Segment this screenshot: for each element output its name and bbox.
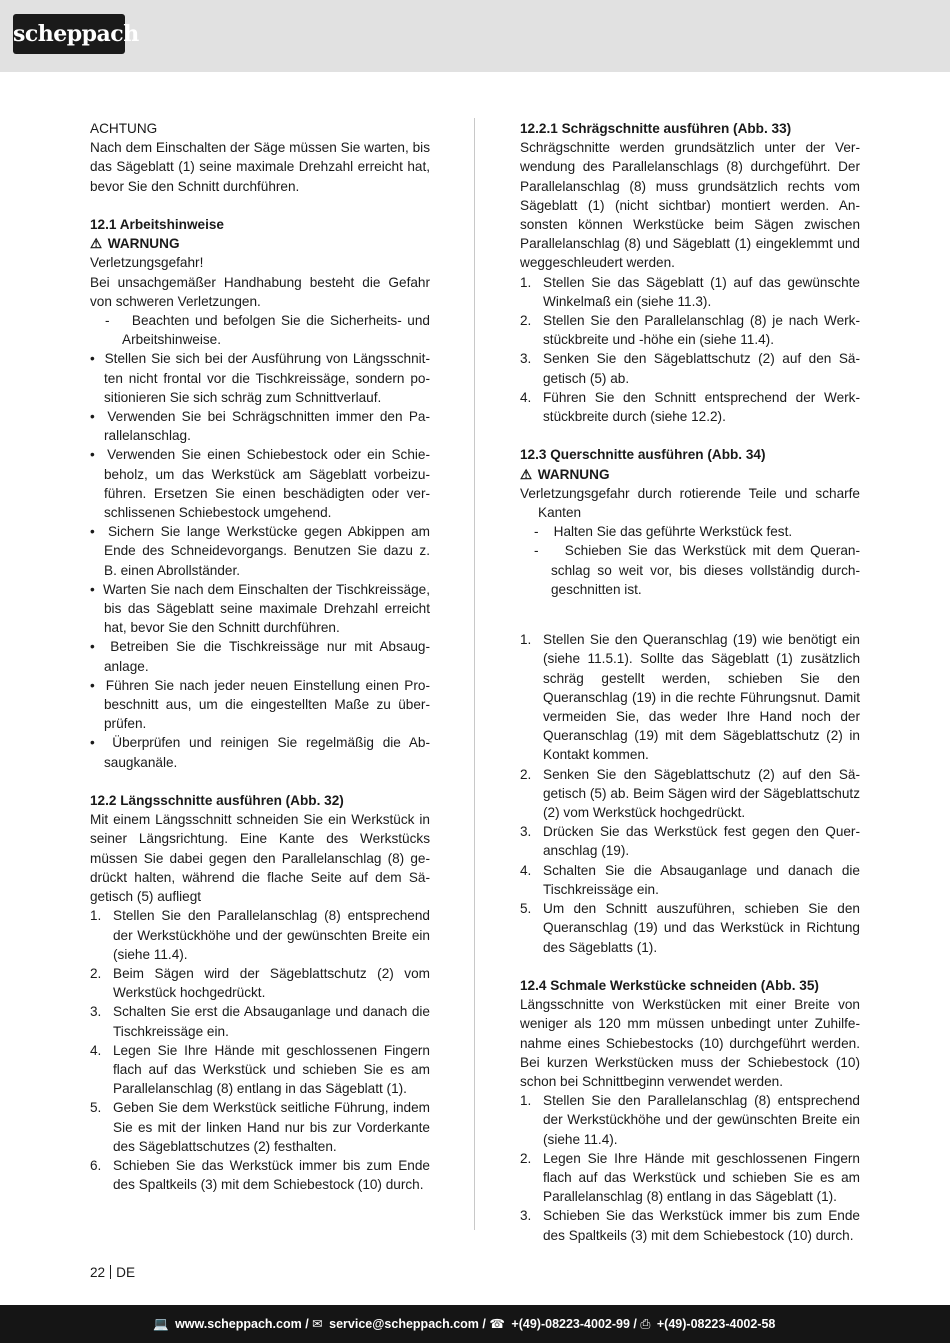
bullet-text: Warten Sie nach dem Einschalten der Tischkreissäge, bis das Sägeblatt seine maximale Drehzahl erreicht hat, bevor Sie den Schnitt durchführen. (102, 581, 430, 636)
bullet-text: Betreiben Sie die Tischkreissäge nur mit Absauganlage. (104, 639, 430, 674)
numbered-step (520, 899, 860, 957)
section-12-4-title: 12.4 Schmale Werkstücke schneiden (Abb. 35) (520, 977, 819, 993)
step-number: 2. (520, 313, 532, 329)
website-link[interactable]: www.scheppach.com (175, 1317, 302, 1331)
numbered-step (90, 1002, 430, 1040)
footer-separator: / (633, 1317, 637, 1331)
phone-icon: ☎ (489, 1317, 505, 1331)
numbered-step (520, 388, 860, 426)
bullet-item: • Stellen Sie sich bei der Ausführung von Längsschnitten nicht frontal vor die Tischkreissäge, sondern positionieren Sie sich schräg zum Schnittverlauf. (90, 351, 430, 405)
warning-label (520, 465, 860, 484)
step-text: Stellen Sie den Parallelanschlag (8) je nach Werkstückbreite und -höhe ein (siehe 11.4). (543, 313, 860, 348)
step-number: 4. (520, 389, 532, 405)
step-text: Schalten Sie die Absauganlage und danach die Tischkreissäge ein. (543, 862, 860, 897)
step-number: 5. (520, 901, 532, 917)
step-number: 3. (520, 824, 532, 840)
numbered-step (90, 906, 430, 964)
step-text: Senken Sie den Sägeblattschutz (2) auf den Sägetisch (5) ab. (543, 351, 860, 386)
footer-separator: / (305, 1317, 309, 1331)
warning-triangle-icon: ⚠ (90, 236, 103, 252)
step-number: 1. (90, 908, 102, 924)
paragraph-text: Verletzungsgefahr durch rotierende Teile und scharfe Kanten (520, 485, 860, 521)
right-column (520, 119, 860, 1245)
step-number: 2. (520, 1150, 532, 1166)
computer-icon: 💻 (153, 1317, 169, 1331)
fax-icon: ⎙ (640, 1317, 651, 1331)
step-number: 4. (520, 862, 532, 878)
step-text: Stellen Sie den Parallelanschlag (8) entsprechend der Werkstückhöhe und der gewünschten Breite ein (siehe 11.4). (113, 908, 430, 962)
numbered-step (90, 964, 430, 1002)
page-number-separator (110, 1265, 111, 1279)
scheppach-logo[interactable]: scheppach (13, 14, 125, 54)
footer-bar (0, 1305, 950, 1343)
step-number: 2. (90, 965, 102, 981)
numbered-step (520, 1091, 860, 1149)
step-text: Schieben Sie das Werkstück immer bis zum Ende des Spaltkeils (3) mit dem Schiebestock (10) durch. (543, 1208, 860, 1243)
warning-triangle-icon: ⚠ (520, 466, 533, 482)
section-12-2-1-title: 12.2.1 Schrägschnitte ausführen (Abb. 33) (520, 121, 792, 136)
step-number: 2. (520, 766, 532, 782)
email-link[interactable]: service@scheppach.com (329, 1317, 479, 1331)
numbered-step (520, 349, 860, 387)
bullet-text: Verwenden Sie bei Schrägschnitten immer den Parallelanschlag. (104, 409, 430, 444)
bullet-item: • Verwenden Sie bei Schrägschnitten immer den Parallelanschlag. (90, 409, 430, 444)
bullet-text: Stellen Sie sich bei der Ausführung von Längsschnitten nicht frontal vor die Tischkreissäge, sondern positionieren Sie sich schräg zum Schnittverlauf. (104, 351, 430, 405)
paragraph: Bei unsachgemäßer Handhabung besteht die Gefahr von schweren Verletzungen. (90, 274, 430, 309)
dash-item: - Schieben Sie das Werkstück mit dem Queranschlag so weit vor, bis dieses vollständig durchgeschnitten ist. (534, 543, 860, 597)
numbered-step (520, 861, 860, 899)
numbered-step (520, 1149, 860, 1207)
step-number: 3. (520, 1208, 532, 1224)
numbered-step (520, 765, 860, 823)
column-divider (474, 118, 475, 1230)
bullet-text: Verwenden Sie einen Schiebestock oder ein Schiebeholz, um das Werkstück am Sägeblatt vorbeizuführen. Ersetzen Sie einen beschädigten oder verschlissenen Schiebestock umgehend. (104, 447, 430, 521)
paragraph: Mit einem Längsschnitt schneiden Sie ein Werkstück in seiner Längsrichtung. Eine Kante des Werkstücks müssen Sie dabei gegen den Parallelanschlag (8) gedrückt halten, während die flache Seite auf dem Sägetisch (5) aufliegt (90, 812, 430, 905)
dash-item: - Beachten und befolgen Sie die Sicherheits- und Arbeitshinweise. (105, 313, 430, 348)
step-text: Stellen Sie das Sägeblatt (1) auf das gewünschte Winkelmaß ein (siehe 11.3). (543, 274, 860, 309)
step-number: 1. (520, 632, 532, 648)
warning-text: WARNUNG (107, 236, 180, 252)
page-number-value: 22 (90, 1265, 106, 1280)
numbered-step (520, 630, 860, 764)
step-text: Beim Sägen wird der Sägeblattschutz (2) vom Werkstück hochgedrückt. (113, 965, 430, 1001)
numbered-step (90, 1041, 430, 1099)
paragraph: Schrägschnitte werden grundsätzlich unter der Verwendung des Parallelanschlags (8) durchgeführt. Der Parallelanschlag (8) muss grundsätzlich rechts vom Sägeblatt (1) (nicht sichtbar) montiert werden. Ansonsten können Werkstücke beim Sägen zwischen Parallelanschlag (8) und Sägeblatt (1) eingeklemmt und weggeschleudert werden. (520, 140, 860, 271)
step-text: Stellen Sie den Parallelanschlag (8) entsprechend der Werkstückhöhe und der gewünschten Breite ein (siehe 11.4). (543, 1093, 860, 1147)
step-text: Schalten Sie erst die Absauganlage und danach die Tischkreissäge ein. (113, 1004, 430, 1039)
paragraph-hanging (520, 484, 860, 522)
warning-label (90, 234, 430, 253)
section-12-2-title: 12.2 Längsschnitte ausführen (Abb. 32) (90, 793, 344, 809)
numbered-step (90, 1156, 430, 1194)
step-number: 3. (520, 351, 532, 367)
dash-item-text: Schieben Sie das Werkstück mit dem Queranschlag so weit vor, bis dieses vollständig durchgeschnitten ist. (551, 543, 860, 597)
step-text: Führen Sie den Schnitt entsprechend der Werkstückbreite durch (siehe 12.2). (543, 389, 860, 425)
section-12-3-title: 12.3 Querschnitte ausführen (Abb. 34) (520, 447, 766, 463)
page-language: DE (116, 1265, 136, 1280)
step-text: Legen Sie Ihre Hände mit geschlossenen Fingern flach auf das Werkstück und schieben Sie es am Parallelanschlag (8) entlang in das Sägeblatt (1). (113, 1042, 430, 1097)
left-column (90, 119, 430, 1194)
footer-separator: / (482, 1317, 486, 1331)
dash-item-text: Beachten und befolgen Sie die Sicherheits- und Arbeitshinweise. (122, 313, 430, 348)
bullet-item: • Betreiben Sie die Tischkreissäge nur mit Absauganlage. (90, 639, 430, 674)
bullet-item: • Warten Sie nach dem Einschalten der Tischkreissäge, bis das Sägeblatt seine maximale Drehzahl erreicht hat, bevor Sie den Schnitt durchführen. (90, 581, 430, 636)
step-text: Geben Sie dem Werkstück seitliche Führung, indem Sie es mit der linken Hand nur bis zur Vorderkante des Sägeblattschutzes (2) festhalten. (113, 1100, 430, 1154)
step-number: 6. (90, 1157, 102, 1173)
step-number: 5. (90, 1100, 102, 1116)
step-text: Schieben Sie das Werkstück immer bis zum Ende des Spaltkeils (3) mit dem Schiebestock (10) durch. (113, 1157, 430, 1193)
numbered-step (520, 273, 860, 311)
dash-item: - Halten Sie das geführte Werkstück fest. (534, 524, 793, 540)
section-12-1-title: 12.1 Arbeitshinweise (90, 217, 224, 232)
warning-text: WARNUNG (537, 466, 610, 482)
numbered-step (520, 822, 860, 860)
bullet-text: Führen Sie nach jeder neuen Einstellung einen Probeschnitt aus, um die eingestellten Maße zu überprüfen. (104, 677, 430, 732)
bullet-item: • Sichern Sie lange Werkstücke gegen Abkippen am Ende des Schneidevorgangs. Benutzen Sie dazu z. B. einen Abrollständer. (90, 524, 430, 578)
numbered-step (90, 1098, 430, 1156)
step-text: Legen Sie Ihre Hände mit geschlossenen Fingern flach auf das Werkstück und schieben Sie es am Parallelanschlag (8) entlang in das Sägeblatt (1). (543, 1150, 860, 1205)
bullet-text: Überprüfen und reinigen Sie regelmäßig die Absaugkanäle. (104, 735, 430, 770)
paragraph: Verletzungsgefahr! (90, 255, 204, 271)
achtung-text: Nach dem Einschalten der Säge müssen Sie warten, bis das Sägeblatt (1) seine maximale Drehzahl erreicht hat, bevor Sie den Schnitt durchführen. (90, 140, 430, 194)
step-text: Um den Schnitt auszuführen, schieben Sie den Queranschlag (19) und das Werkstück in Richtung des Sägeblatts (1). (543, 901, 860, 955)
paragraph: Längsschnitte von Werkstücken mit einer Breite von weniger als 120 mm müssen unbedingt unter Zuhilfenahme eines Schiebestocks (10) durchgeführt werden. Bei kurzen Werkstücken muss der Schiebestock (10) schon bei Schnittbeginn verwendet werden. (520, 997, 860, 1089)
numbered-step (520, 311, 860, 349)
mail-icon: ✉ (312, 1317, 323, 1331)
step-text: Drücken Sie das Werkstück fest gegen den Queranschlag (19). (543, 824, 860, 859)
step-number: 1. (520, 274, 532, 290)
bullet-item: • Verwenden Sie einen Schiebestock oder ein Schiebeholz, um das Werkstück am Sägeblatt vorbeizuführen. Ersetzen Sie einen beschädigten oder verschlissenen Schiebestock umgehend. (90, 447, 430, 521)
achtung-label: ACHTUNG (90, 121, 158, 136)
step-text: Senken Sie den Sägeblattschutz (2) auf den Sägetisch (5) ab. Beim Sägen wird der Sägeblattschutz (2) vom Werkstück hochgedrückt. (543, 766, 860, 821)
step-number: 1. (520, 1093, 532, 1109)
numbered-step (520, 1206, 860, 1244)
bullet-item: • Führen Sie nach jeder neuen Einstellung einen Probeschnitt aus, um die eingestellten Maße zu überprüfen. (90, 677, 430, 732)
bullet-text: Sichern Sie lange Werkstücke gegen Abkippen am Ende des Schneidevorgangs. Benutzen Sie dazu z. B. einen Abrollständer. (104, 524, 430, 578)
header-bar (0, 0, 950, 72)
step-number: 3. (90, 1004, 102, 1020)
page-number (90, 1265, 135, 1280)
bullet-item: • Überprüfen und reinigen Sie regelmäßig die Absaugkanäle. (90, 735, 430, 770)
step-text: Stellen Sie den Queranschlag (19) wie benötigt ein (siehe 11.5.1). Sollte das Sägeblatt (1) zusätzlich schräg gestellt werden, schieben Sie den Queranschlag (19) in die rechte Führungsnut. Damit vermeiden Sie, das weder Ihre Hand noch der Queranschlag (19) mit dem Sägeblattschutz (2) in Kontakt kommen. (543, 632, 860, 763)
dash-item-text: Halten Sie das geführte Werkstück fest. (553, 524, 793, 540)
step-number: 4. (90, 1042, 102, 1058)
fax-number: +(49)-08223-4002-58 (656, 1317, 776, 1331)
phone-number[interactable]: +(49)-08223-4002-99 (511, 1317, 630, 1331)
